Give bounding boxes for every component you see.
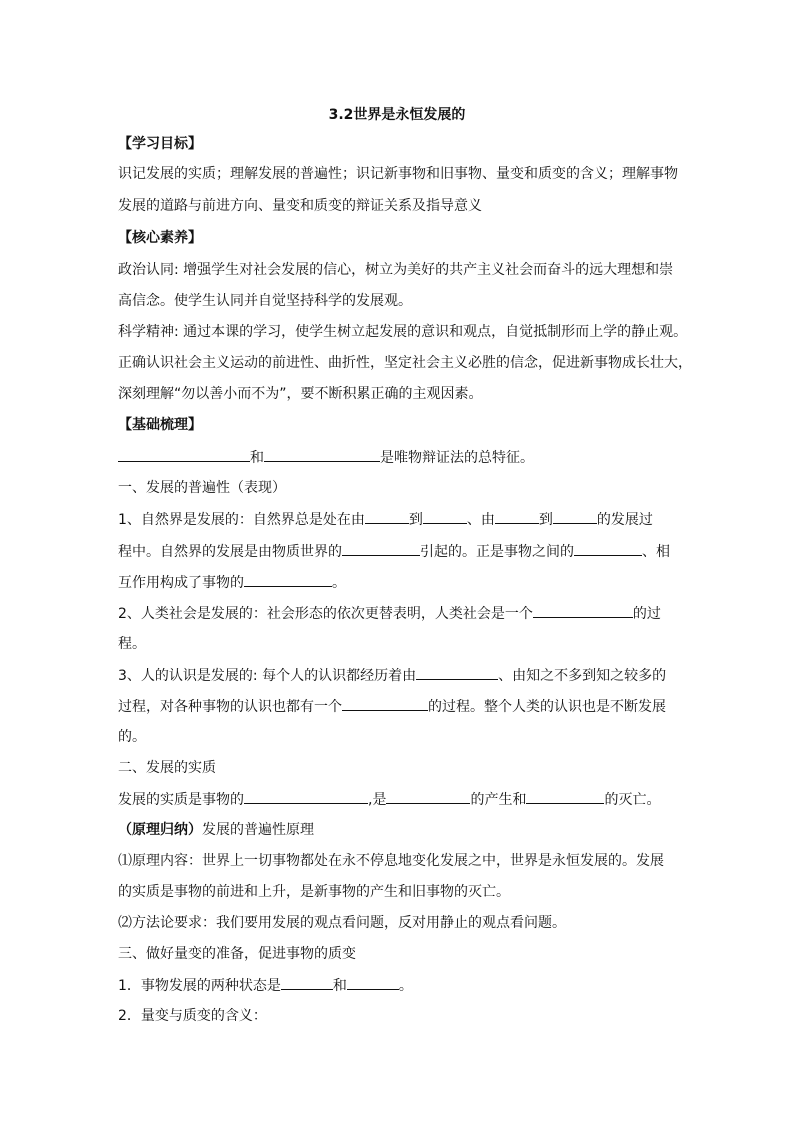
answer-blank[interactable] <box>386 789 470 804</box>
fill-question <box>118 696 688 717</box>
fill-question <box>118 541 688 562</box>
question-text: 发展的实质是事物的 <box>118 792 244 808</box>
literacy-line: 政治认同: 增强学生对社会发展的信心，树立为美好的共产主义社会而奋斗的远大理想和崇 <box>118 262 674 278</box>
answer-blank[interactable] <box>574 541 642 556</box>
question-text: 过程，对各种事物的认识也都有一个 <box>118 699 342 715</box>
answer-blank[interactable] <box>553 509 597 524</box>
section-heading: 三、做好量变的准备，促进事物的质变 <box>118 946 356 962</box>
question-text: ,是 <box>368 792 387 808</box>
question-text: 3、人的认识是发展的: 每个人的认识都经历着由 <box>118 668 417 684</box>
question-text: 、相 <box>642 544 670 560</box>
question-text: 1．事物发展的两种状态是 <box>118 978 281 994</box>
answer-blank[interactable] <box>342 541 420 556</box>
question-text: 程中。自然界的发展是由物质世界的 <box>118 544 342 560</box>
question-text: 2．量变与质变的含义： <box>118 1008 267 1024</box>
objectives-heading: 【学习目标】 <box>118 136 202 152</box>
answer-blank[interactable] <box>244 789 368 804</box>
fill-question <box>118 789 688 810</box>
fill-question <box>118 447 688 468</box>
answer-blank[interactable] <box>118 447 250 462</box>
answer-blank[interactable] <box>281 975 333 990</box>
question-text: 到 <box>408 512 423 528</box>
principle-line: 的实质是事物的前进和上升，是新事物的产生和旧事物的灭亡。 <box>118 884 510 900</box>
literacy-heading: 【核心素养】 <box>118 230 202 246</box>
question-text: 2、人类社会是发展的：社会形态的依次更替表明，人类社会是一个 <box>118 606 533 622</box>
question-text: 的过 <box>632 606 661 622</box>
answer-blank[interactable] <box>533 603 633 618</box>
literacy-line: 高信念。使学生认同并自觉坚持科学的发展观。 <box>118 293 412 309</box>
answer-blank[interactable] <box>423 509 467 524</box>
answer-blank[interactable] <box>347 975 399 990</box>
objectives-line: 识记发展的实质；理解发展的普遍性；识记新事物和旧事物、量变和质变的含义；理解事物 <box>118 166 678 182</box>
question-text: 的过程。整个人类的认识也是不断发展 <box>428 699 666 715</box>
section-heading: 一、发展的普遍性（表现） <box>118 480 286 496</box>
answer-blank[interactable] <box>365 509 409 524</box>
question-text: 的发展过 <box>596 512 653 528</box>
question-text: 的灭亡。 <box>604 792 661 808</box>
question-text: 互作用构成了事物的 <box>118 575 244 591</box>
literacy-line: 科学精神: 通过本课的学习，使学生树立起发展的意识和观点，自觉抵制形而上学的静止观。 <box>118 324 688 340</box>
answer-blank[interactable] <box>526 789 604 804</box>
question-text: 。 <box>332 575 346 591</box>
principle-tag: （原理归纳） <box>118 822 202 838</box>
principle-heading <box>118 820 688 840</box>
fill-question <box>118 509 688 530</box>
question-text: 和 <box>332 978 347 994</box>
answer-blank[interactable] <box>416 665 498 680</box>
objectives-line: 发展的道路与前进方向、量变和质变的辩证关系及指导意义 <box>118 198 482 214</box>
fill-question <box>118 572 688 593</box>
basics-heading: 【基础梳理】 <box>118 417 202 433</box>
question-text: 和 <box>250 450 264 466</box>
principle-line: ⑴原理内容：世界上一切事物都处在永不停息地变化发展之中，世界是永恒发展的。发展 <box>118 853 664 869</box>
answer-blank[interactable] <box>244 572 332 587</box>
section-heading: 二、发展的实质 <box>118 760 216 776</box>
answer-blank[interactable] <box>495 509 539 524</box>
principle-title: 发展的普遍性原理 <box>202 822 314 838</box>
answer-blank[interactable] <box>264 447 380 462</box>
question-text: 到 <box>538 512 553 528</box>
question-text: 的。 <box>118 729 146 745</box>
fill-question <box>118 975 688 996</box>
question-text: 程。 <box>118 636 146 652</box>
question-text: 的产生和 <box>470 792 527 808</box>
question-text: 1、自然界是发展的：自然界总是处在由 <box>118 512 365 528</box>
page-title: 3.2世界是永恒发展的 <box>328 107 466 123</box>
fill-question <box>118 603 688 624</box>
fill-question <box>118 665 688 686</box>
literacy-line: 正确认识社会主义运动的前进性、曲折性，坚定社会主义必胜的信念，促进新事物成长壮大， <box>118 355 692 371</box>
literacy-line: 深刻理解“勿以善小而不为”，要不断积累正确的主观因素。 <box>118 386 483 402</box>
question-text: 、由知之不多到知之较多的 <box>498 668 667 684</box>
answer-blank[interactable] <box>342 696 428 711</box>
question-text: 。 <box>398 978 413 994</box>
question-text: 是唯物辩证法的总特征。 <box>380 450 534 466</box>
principle-line: ⑵方法论要求：我们要用发展的观点看问题，反对用静止的观点看问题。 <box>118 915 566 931</box>
question-text: 引起的。正是事物之间的 <box>420 544 574 560</box>
question-text: 、由 <box>466 512 495 528</box>
